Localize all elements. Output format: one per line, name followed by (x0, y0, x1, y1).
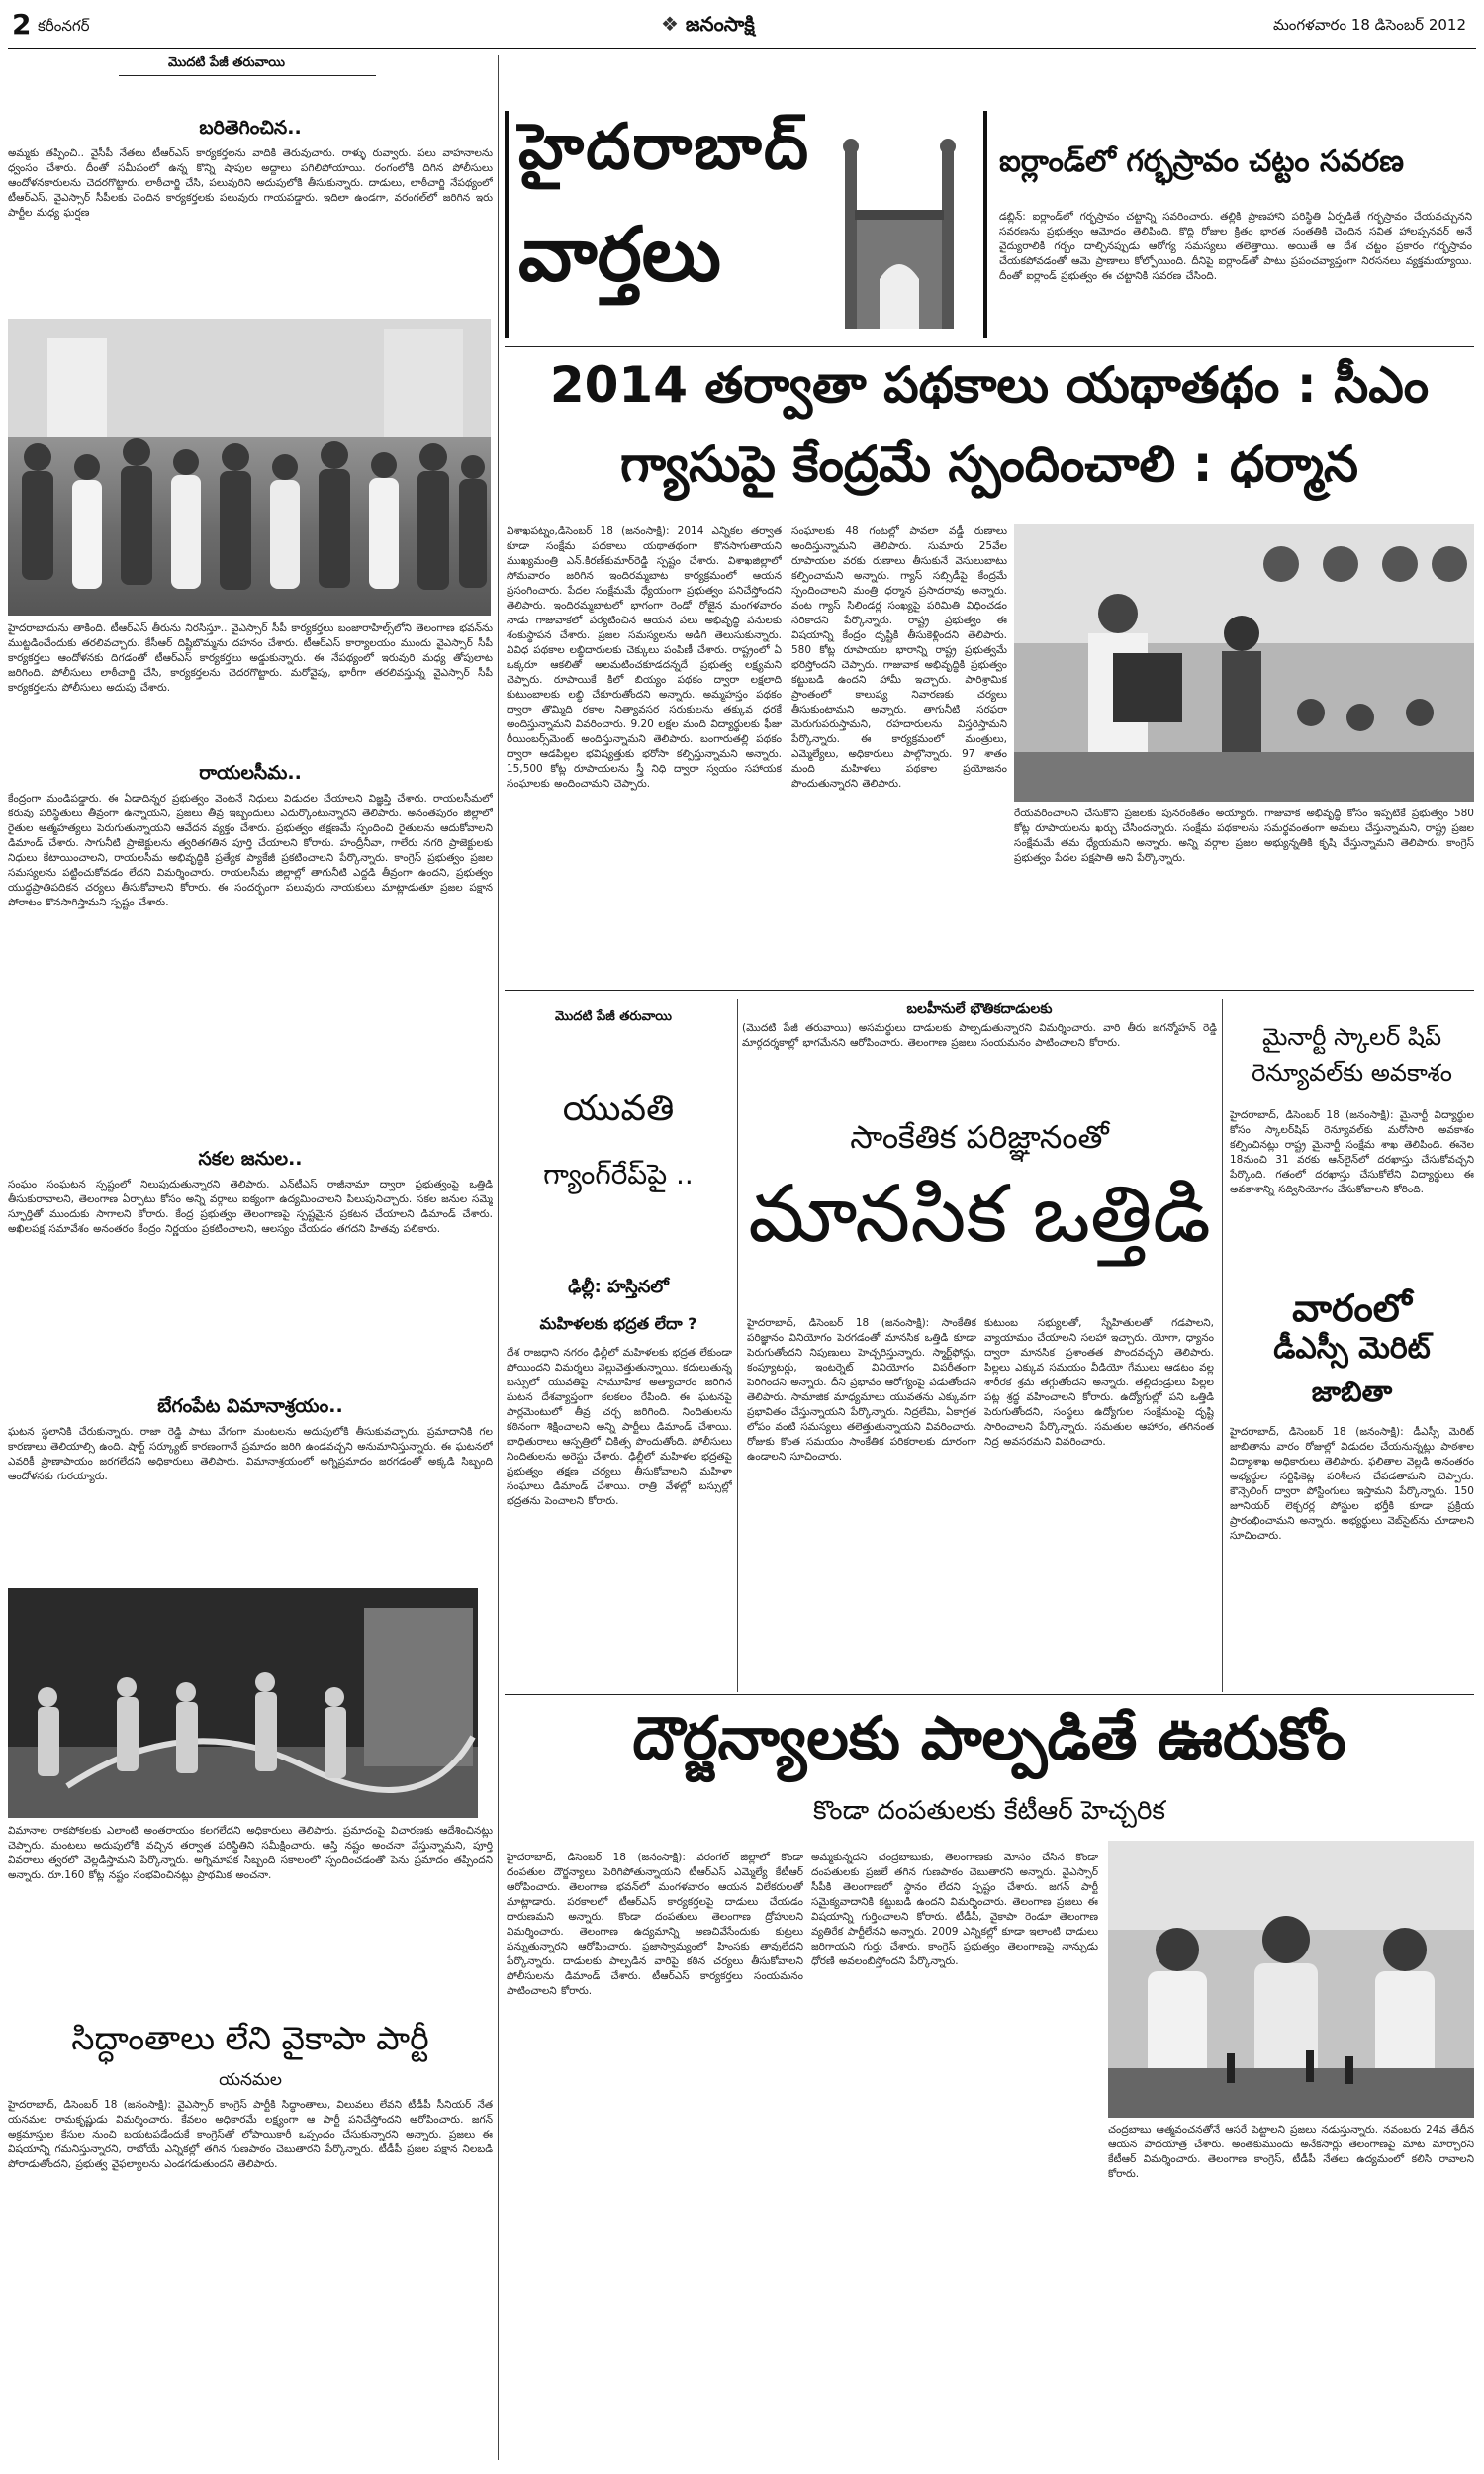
gangrape-sub2: మహిళలకు భద్రత లేదా ? (539, 1314, 697, 1333)
story2-body: కేంద్రంగా మండిపడ్డారు. ఈ ఏడాదిన్నర ప్రభుత్వం వెంటనే నిధులు విడుదల చేయాలని విజ్ఞప్తి చేశారు. రాయలసీమలో కరువు పరిస్థితులు తీవ్రంగా ఉన్నాయని, ప్రజలు తీవ్ర ఇబ్బందులు ఎదుర్కొంటున్నారని తెలిపారు. అనంతపురం జిల్లాలో రైతుల ఆత్మహత్యలు పెరుగుతున్నాయని ఆవేదన వ్యక్తం చేశారు. ప్రభుత్వం తక్షణమే స్పందించి రైతులను ఆదుకోవాలని డిమాండ్ చేశారు. సాగునీటి ప్రాజెక్టులను త్వరితగతిన పూర్తి చేయాలని కోరారు. హంద్రీనీవా, గాలేరు నగరి ప్రాజెక్టులకు నిధులు కేటాయించాలని, రాయలసీమ అభివృద్ధికి ప్రత్యేక ప్యాకేజీ ప్రకటించాలని పేర్కొన్నారు. కాంగ్రెస్ ప్రభుత్వం ప్రజల సమస్యలను పట్టించుకోవడం లేదని విమర్శించారు. రాయలసీమ జిల్లాల్లో తాగునీటి ఎద్దడి తీవ్రంగా ఉందని, ప్రభుత్వం యుద్ధప్రాతిపదికన చర్యలు తీసుకోవాలని కోరారు. ఈ సందర్భంగా పలువురు నాయకులు మాట్లాడుతూ ప్రజల పక్షాన పోరాటం కొనసాగిస్తామని స్పష్టం చేశారు. (8, 793, 493, 908)
story4-body-continued: విమానాల రాకపోకలకు ఎలాంటి అంతరాయం కలగలేదని అధికారులు తెలిపారు. ప్రమాదంపై విచారణకు ఆదేశించినట్లు చెప్పారు. మంటలు అదుపులోకి వచ్చిన తర్వాత పరిస్థితిని సమీక్షించారు. ఆస్తి నష్టం అంచనా వేస్తున్నామని, పూర్తి వివరాలు త్వరలో వెల్లడిస్తామని పేర్కొన్నారు. అగ్నిమాపక సిబ్బంది సకాలంలో స్పందించడంతో పెను ప్రమాదం తప్పిందని అన్నారు. రూ.160 కోట్ల నష్టం సంభవించినట్లు ప్రాథమిక అంచనా. (8, 1825, 493, 1881)
lower-section-rule (505, 1694, 1474, 1695)
mid-continuation-tag: మొదటి పేజీ తరువాయి (555, 1009, 672, 1024)
story5-body: హైదరాబాద్, డిసెంబర్ 18 (జనంసాక్షి): వైఎస్సార్ కాంగ్రెస్ పార్టీకి సిద్ధాంతాలు, విలువలు లేవని టీడీపీ సీనియర్ నేత యనమల రామకృష్ణుడు విమర్శించారు. కేవలం అధికారమే లక్ష్యంగా ఆ పార్టీ పనిచేస్తోందని ఆరోపించారు. జగన్ అక్రమాస్తుల కేసుల నుంచి బయటపడేందుకే కాంగ్రెస్‌తో లోపాయికారీ ఒప్పందం చేసుకున్నారని అన్నారు. ప్రజలు ఈ విషయాన్ని గమనిస్తున్నారని, రాబోయే ఎన్నికల్లో తగిన గుణపాఠం చెబుతారని పేర్కొన్నారు. టీడీపీ ప్రజల పక్షాన నిలబడి పోరాడుతోందని, ప్రభుత్వ వైఫల్యాలను ఎండగడుతుందని తెలిపారు. (8, 2099, 493, 2170)
dsc-headline-3: జాబితా (1311, 1376, 1393, 1408)
dsc-body: హైదరాబాద్, డిసెంబర్ 18 (జనంసాక్షి): డీఎస్సీ మెరిట్ జాబితాను వారం రోజుల్లో విడుదల చేయనున్నట్లు పాఠశాల విద్యాశాఖ అధికారులు తెలిపారు. ఫలితాల వెల్లడి అనంతరం అభ్యర్థుల సర్టిఫికెట్ల పరిశీలన చేపడతామని చెప్పారు. కౌన్సెలింగ్ ద్వారా పోస్టింగులు ఇస్తామని పేర్కొన్నారు. 150 జూనియర్ లెక్చరర్ల పోస్టుల భర్తీకి కూడా ప్రక్రియ ప్రారంభించామని అన్నారు. అభ్యర్థులు వెబ్‌సైట్‌ను చూడాలని సూచించారు. (1230, 1426, 1474, 1542)
logo-mark-icon: ❖ (661, 12, 679, 36)
section-name: కరీంనగర్ (38, 17, 90, 35)
main-body-col1: విశాఖపట్నం,డిసెంబర్ 18 (జనంసాక్షి): 2014 ఎన్నికల తర్వాత కూడా సంక్షేమ పథకాలు యథాతథంగా కొనసాగుతాయని ముఖ్యమంత్రి ఎన్.కిరణ్‌కుమార్‌రెడ్డి స్పష్టం చేశారు. విశాఖజిల్లాలో సోమవారం జరిగిన ఇందిరమ్మబాట కార్యక్రమంలో ఆయన ప్రసంగించారు. పేదల సంక్షేమమే ధ్యేయంగా ప్రభుత్వం పనిచేస్తోందని తెలిపారు. ఇందిరమ్మబాటలో భాగంగా రెండో రోజైన మంగళవారం నాడు గాజువాకలో పర్యటించిన ఆయన పలు అభివృద్ధి పనులకు శంకుస్థాపన చేశారు. ప్రజల సమస్యలను అడిగి తెలుసుకున్నారు. వివిధ పథకాల లబ్ధిదారులకు చెక్కులు పంపిణీ చేశారు. రాష్ట్రంలో ఏ ఒక్కరూ ఆకలితో అలమటించకూడదన్నదే ప్రభుత్వ లక్ష్యమని చెప్పారు. రూపాయికే కిలో బియ్యం పథకం ద్వారా లక్షలాది కుటుంబాలకు లబ్ధి చేకూరుతోందని అన్నారు. అమ్మహస్తం పథకం ద్వారా తొమ్మిది రకాల నిత్యావసర సరుకులను తక్కువ ధరకే అందిస్తున్నామని వివరించారు. 9.20 లక్షల మంది విద్యార్థులకు ఫీజు రీయింబర్స్‌మెంట్ అందిస్తున్నామని తెలిపారు. బంగారుతల్లి పథకం ద్వారా ఆడపిల్లల భవిష్యత్తుకు భరోసా కల్పిస్తున్నామని అన్నారు. 15,500 కోట్ల రూపాయలను స్త్రీ నిధి ద్వారా స్వయం సహాయక సంఘాలకు అందించామని చెప్పారు. (507, 525, 782, 790)
gangrape-kicker: యువతి (562, 1089, 675, 1129)
fire-photo (8, 1588, 478, 1818)
right-column-divider (1222, 999, 1223, 1692)
story2-heading: రాయలసీమ.. (199, 762, 302, 784)
ktr-subheadline: కొండా దంపతులకు కేటీఆర్ హెచ్చరిక (813, 1796, 1165, 1826)
masthead (8, 8, 1476, 46)
ktr-press-photo (1108, 1841, 1474, 2118)
tech-body-col2: కుటుంబ సభ్యులతో, స్నేహితులతో గడపాలని, వ్యాయామం చేయాలని సలహా ఇచ్చారు. యోగా, ధ్యానం ద్వారా మానసిక ప్రశాంతత పొందవచ్చని తెలిపారు. పిల్లలు ఎక్కువ సమయం వీడియో గేములు ఆడటం వల్ల శారీరక శ్రమ తగ్గుతోందని అన్నారు. తల్లిదండ్రులు పిల్లల పట్ల శ్రద్ధ వహించాలని కోరారు. ఉద్యోగుల్లో పని ఒత్తిడి పెరుగుతోందని, సంస్థలు ఉద్యోగుల సంక్షేమంపై దృష్టి సారించాలని పేర్కొన్నారు. సమతుల ఆహారం, తగినంత నిద్ర అవసరమని వివరించారు. (984, 1317, 1214, 1448)
weak-attack-heading: బలహీనులే భౌతికదాడులకు (906, 1001, 1053, 1017)
gangrape-sub1: ఢిల్లీ: హస్తినలో (568, 1277, 669, 1297)
fire-scene-illustration (8, 1588, 478, 1818)
charminar-icon (835, 131, 964, 329)
date-line: మంగళవారం 18 డిసెంబర్ 2012 (1272, 16, 1466, 34)
main-body-col3: రేయవరించాలని చేసుకొని ప్రజలకు పునరంకితం అయ్యారు. గాజువాక అభివృద్ధి కోసం ఇప్పటికే ప్రభుత్వం 580 కోట్ల రూపాయలను ఖర్చు చేసిందన్నారు. సంక్షేమ పథకాలను సమర్థవంతంగా అమలు చేస్తున్నామని, రాష్ట్ర ప్రజల సంక్షేమమే తమ ధ్యేయమని అన్నారు. అన్ని వర్గాల ప్రజల అభ్యున్నతికి కృషి చేస్తున్నామని తెలిపారు. కాంగ్రెస్ ప్రభుత్వం పేదల పక్షపాతి అని పేర్కొన్నారు. (1014, 808, 1474, 864)
story4-heading: బేగంపేట విమానాశ్రయం.. (157, 1395, 343, 1417)
ktr-body-col2: అమ్మకున్నదని చంద్రబాబుకు, తెలంగాణకు మోసం చేసిన కొండా దంపతులకు ప్రజలే తగిన గుణపాఠం చెబుతారని అన్నారు. వైఎస్సార్ సీపీకి తెలంగాణలో స్థానం లేదని స్పష్టం చేశారు. జగన్ పార్టీ సమైక్యవాదానికి కట్టుబడి ఉందని విమర్శించారు. తెలంగాణ ప్రజలు ఈ విషయాన్ని గుర్తించాలని కోరారు. టీడీపీ, వైకాపా రెండూ తెలంగాణ వ్యతిరేక పార్టీలేనని అన్నారు. 2009 ఎన్నికల్లో కూడా ఇలాంటి దాడులు జరిగాయని గుర్తు చేశారు. కాంగ్రెస్ ప్రభుత్వం తెలంగాణపై నాన్చుడు ధోరణి అవలంబిస్తోందని పేర్కొన్నారు. (811, 1852, 1098, 1967)
ktr-photo-caption: చంద్రబాబు ఆత్మవంచనతోనే ఆసరే పెట్టాలని ప్రజలు నడుస్తున్నారు. నవంబరు 24వ తేదీన ఆయన పాదయాత్ర చేశారు. అంతకుముందు అనేకసార్లు తెలంగాణపై మాట మార్చారని కేటీఆర్ విమర్శించారు. తెలంగాణ కాంగ్రెస్, టీడీపీ నేతలు ఉద్యమంలో కలిసి రావాలని కోరారు. (1108, 2124, 1474, 2180)
tech-headline: మానసిక ఒత్తిడి (748, 1168, 1211, 1260)
main-headline-1: 2014 తర్వాతా పథకాలు యథాతథం : సీఎం (549, 356, 1430, 414)
minority-body: హైదరాబాద్, డిసెంబర్ 18 (జనంసాక్షి): మైనార్టీ విద్యార్థుల కోసం స్కాలర్‌షిప్ రెన్యూవల్‌కు మరోసారి అవకాశం కల్పించినట్లు రాష్ట్ర మైనార్టీ సంక్షేమ శాఖ తెలిపింది. ఈనెల 18నుంచి 31 వరకు ఆన్‌లైన్‌లో దరఖాస్తు చేసుకోవచ్చని పేర్కొంది. గతంలో దరఖాస్తు చేసుకోలేని విద్యార్థులు ఈ అవకాశాన్ని సద్వినియోగం చేసుకోవాలని కోరింది. (1230, 1109, 1474, 1195)
hyderabad-news-banner (505, 111, 987, 338)
ireland-body: డబ్లిన్: ఐర్లాండ్‌లో గర్భస్రావం చట్టాన్ని సవరించారు. తల్లికి ప్రాణహాని పరిస్థితి ఏర్పడితే గర్భస్రావం చేయవచ్చునని సవరణను ప్రభుత్వం ఆమోదం తెలిపింది. కొద్ది రోజుల క్రితం భారత సంతతికి చెందిన సవిత హాలప్పనవర్ అనే వైద్యురాలికి గర్భం దాల్చినప్పుడు ఆరోగ్య సమస్యలు తలెత్తాయి. అయితే ఆ దేశ చట్టం ప్రకారం గర్భస్రావం చేయకపోవడంతో ఆమె ప్రాణాలు కోల్పోయింది. దీనిపై ఐర్లాండ్‌తో పాటు ప్రపంచవ్యాప్తంగా నిరసనలు వ్యక్తమయ్యాయి. దీంతో ఐర్లాండ్ ప్రభుత్వం ఈ చట్టానికి సవరణ చేసింది. (999, 211, 1472, 282)
dsc-headline-1: వారంలో (1292, 1286, 1412, 1330)
cm-speech-photo (1014, 524, 1474, 802)
story3-heading: సకల జనుల.. (198, 1148, 303, 1170)
tech-kicker: సాంకేతిక పరిజ్ఞానంతో (850, 1118, 1109, 1156)
mid-column-divider (737, 999, 738, 1692)
ktr-body-col1: హైదరాబాద్, డిసెంబర్ 18 (జనంసాక్షి): వరంగల్ జిల్లాలో కొండా దంపతుల దౌర్జన్యాలు పెరిగిపోతున్నాయని టీఆర్ఎస్ ఎమ్మెల్యే కేటీఆర్ ఆరోపించారు. తెలంగాణ భవన్‌లో మంగళవారం ఆయన విలేకరులతో మాట్లాడారు. పరకాలలో టీఆర్ఎస్ కార్యకర్తలపై దాడులు చేయడం దారుణమని అన్నారు. కొండా దంపతులు తెలంగాణ ద్రోహులని విమర్శించారు. తెలంగాణ ఉద్యమాన్ని అణచివేసేందుకు కుట్రలు పన్నుతున్నారని ఆరోపించారు. ప్రజాస్వామ్యంలో హింసకు తావులేదని పేర్కొన్నారు. దాడులకు పాల్పడిన వారిపై కఠిన చర్యలు తీసుకోవాలని పోలీసులను డిమాండ్ చేశారు. టీఆర్ఎస్ కార్యకర్తలు సంయమనం పాటించాలని కోరారు. (507, 1852, 803, 1997)
left-tag-underline (119, 75, 376, 76)
ktr-press-illustration (1108, 1841, 1474, 2118)
ireland-headline: ఐర్లాండ్‌లో గర్భస్రావం చట్టం సవరణ (999, 144, 1405, 179)
main-body-col2: సంఘాలకు 48 గంటల్లో పావలా వడ్డీ రుణాలు అందిస్తున్నామని తెలిపారు. సుమారు 25వేల రూపాయల వరకు రుణాలు తీసుకునే వెసులుబాటు కల్పించామని అన్నారు. గ్యాస్ సబ్సిడీపై కేంద్రమే స్పందించాలని మంత్రి ధర్మాన ప్రసాదరావు అన్నారు. వంట గ్యాస్ సిలిండర్ల సంఖ్యపై పరిమితి విధించడం సరికాదని పేర్కొన్నారు. రాష్ట్ర ప్రభుత్వం ఈ విషయాన్ని కేంద్రం దృష్టికి తీసుకెళ్లిందని తెలిపారు. 580 కోట్ల రూపాయల భారాన్ని రాష్ట్ర ప్రభుత్వమే భరిస్తోందని చెప్పారు. గాజువాక అభివృద్ధికి ప్రభుత్వం కట్టుబడి ఉందని హామీ ఇచ్చారు. పారిశ్రామిక ప్రాంతంలో కాలుష్య నివారణకు చర్యలు తీసుకుంటామని అన్నారు. తాగునీటి సరఫరా మెరుగుపరుస్తామని, రహదారులను విస్తరిస్తామని పేర్కొన్నారు. ఈ కార్యక్రమంలో మంత్రులు, ఎమ్మెల్యేలు, అధికారులు పాల్గొన్నారు. 97 శాతం మంది మహిళలు పథకాల ప్రయోజనం పొందుతున్నారని తెలిపారు. (791, 525, 1007, 790)
minority-headline: మైనార్టీ స్కాలర్ షిప్ రెన్యూవల్‌కు అవకాశం (1252, 1023, 1452, 1087)
page-number: 2 (12, 8, 32, 41)
banner-line2: వార్తలు (518, 210, 721, 298)
main-story-rule (505, 990, 1474, 991)
story5-heading: సిద్ధాంతాలు లేని వైకాపా పార్టీ (71, 2019, 429, 2057)
top-section-rule (505, 346, 1474, 347)
cm-podium-illustration (1014, 524, 1474, 802)
dsc-headline-2: డీఎస్సీ మెరిట్ (1273, 1331, 1431, 1366)
left-continuation-tag: మొదటి పేజీ తరువాయి (168, 55, 285, 70)
paper-name: జనంసాక్షి (685, 12, 755, 36)
masthead-rule (8, 48, 1476, 49)
gangrape-headline: గ్యాంగ్‌రేప్‌పై .. (543, 1158, 694, 1190)
story3-body: సంఘం సంఘటన స్పష్టంలో నిలుపుదుతున్నారని తెలిపారు. ఎన్‌టీఎస్ రాజీనామా ద్వారా ప్రభుత్వంపై ఒత్తిడి తీసుకురావాలని, తెలంగాణ ఏర్పాటు కోసం అన్ని వర్గాలు ఐక్యంగా ఉద్యమించాలని పిలుపునిచ్చారు. సకల జనుల సమ్మె స్ఫూర్తితో ముందుకు సాగాలని కోరారు. కేంద్ర ప్రభుత్వం తెలంగాణపై స్పష్టమైన ప్రకటన చేయాలని డిమాండ్ చేశారు. అఖిలపక్ష సమావేశం అనంతరం కేంద్రం నిర్ణయం ప్రకటించాలని, ఆలస్యం చేయడం తగదని హితవు పలికారు. (8, 1179, 493, 1235)
main-headline-2: గ్యాసుపై కేంద్రమే స్పందించాలి : ధర్మాన (620, 435, 1358, 493)
banner-line1: హైదరాబాద్ (518, 111, 811, 184)
paper-logo (661, 12, 755, 41)
ktr-headline: దౌర్జన్యాలకు పాల్పడితే ఊరుకోం (632, 1704, 1346, 1773)
tech-body-col1: హైదరాబాద్, డిసెంబర్ 18 (జనంసాక్షి): సాంకేతిక పరిజ్ఞానం వినియోగం పెరగడంతో మానసిక ఒత్తిడి కూడా పెరుగుతోందని నిపుణులు హెచ్చరిస్తున్నారు. స్మార్ట్‌ఫోన్లు, కంప్యూటర్లు, ఇంటర్నెట్ వినియోగం విపరీతంగా పెరిగిందని అన్నారు. దీని ప్రభావం ఆరోగ్యంపై పడుతోందని తెలిపారు. సామాజిక మాధ్యమాలు యువతను ఎక్కువగా ప్రభావితం చేస్తున్నాయని పేర్కొన్నారు. నిద్రలేమి, ఏకాగ్రత లోపం వంటి సమస్యలు తలెత్తుతున్నాయని వివరించారు. రోజుకు కొంత సమయం సాంకేతిక పరికరాలకు దూరంగా ఉండాలని సూచించారు. (747, 1317, 976, 1463)
story1-body-continued: హైదరాబాదును తాకింది. టీఆర్ఎస్ తీరును నిరసిస్తూ.. వైఎస్సార్ సీపీ కార్యకర్తలు బంజారాహిల్స్‌లోని తెలంగాణ భవన్‌ను ముట్టడించేందుకు తరలివచ్చారు. కేసీఆర్ దిష్టిబొమ్మను దహనం చేశారు. టీఆర్ఎస్ కార్యాలయం ముందు వైఎస్సార్ సీపీ కార్యకర్తలు ఆందోళనకు దిగడంతో టీఆర్ఎస్ కార్యకర్తలు అడ్డుకున్నారు. ఈ నేపథ్యంలో ఇరువురి మధ్య తోపులాట జరిగింది. పోలీసులు లాఠీచార్జి చేసి, కార్యకర్తలను చెదరగొట్టారు. మరోవైపు, భారీగా తరలివస్తున్న వైఎస్సార్ సీపీ కార్యకర్తలను పోలీసులు అదుపు చేశారు. (8, 622, 493, 694)
story1-heading: బరితెగించిన.. (199, 117, 302, 139)
protest-crowd-illustration (8, 319, 491, 616)
story1-body: అమ్మకు తప్పించి.. వైసీపీ నేతలు టీఆర్ఎస్ కార్యకర్తలను వాదికి తెరువుచారు. రాళ్ళు రువ్వారు. పలు వాహనాలను ధ్వంసం చేశారు. దీంతో సమీపంలో ఉన్న కొన్ని షాపుల అద్దాలు పగిలిపోయాయి. రంగంలోకి దిగిన పోలీసులు ఆందోళనకారులను చెదరగొట్టారు. లాఠీచార్జి చేసి, పలువురిని అదుపులోకి తీసుకున్నారు. దాడులు, లాఠీచార్జి నేపథ్యంలో టీఆర్ఎస్, వైఎస్సార్ సీపీలకు చెందిన కార్యకర్తలకు పలువురు గాయపడ్డారు. ఇదిలా ఉండగా, వరంగల్‌లో జరిగిన ఇరు పార్టీల మధ్య ఘర్షణ (8, 147, 493, 219)
story5-sub: యనమల (219, 2070, 282, 2090)
left-column-divider (498, 55, 499, 2460)
story4-body: ఘటన స్థలానికి చేరుకున్నారు. రాజా రెడ్డి పాటు వేగంగా మంటలను అదుపులోకి తీసుకువచ్చారు. ప్రమాదానికి గల కారణాలు తెలియాల్సి ఉంది. షార్ట్ సర్క్యూట్ కారణంగానే ప్రమాదం జరిగి ఉండవచ్చని అనుమానిస్తున్నారు. ఈ ఘటనలో ఎవరికీ ప్రాణాపాయం జరగలేదని అధికారులు తెలిపారు. విమానాశ్రయంలో అగ్నిప్రమాదం జరగడంతో అక్కడి సిబ్బంది ఆందోళనకు గురయ్యారు. (8, 1426, 493, 1482)
protest-photo (8, 319, 491, 616)
gangrape-body: దేశ రాజధాని నగరం ఢిల్లీలో మహిళలకు భద్రత లేకుండా పోయిందని విమర్శలు వెల్లువెత్తుతున్నాయి. కదులుతున్న బస్సులో యువతిపై సామూహిక అత్యాచారం జరిగిన ఘటన దేశవ్యాప్తంగా కలకలం రేపింది. ఈ ఘటనపై పార్లమెంటులో తీవ్ర చర్చ జరిగింది. నిందితులను కఠినంగా శిక్షించాలని అన్ని పార్టీలు డిమాండ్ చేశాయి. బాధితురాలు ఆస్పత్రిలో చికిత్స పొందుతోంది. పోలీసులు నిందితులను అరెస్టు చేశారు. ఢిల్లీలో మహిళల భద్రతపై ప్రభుత్వం తక్షణ చర్యలు తీసుకోవాలని మహిళా సంఘాలు డిమాండ్ చేశాయి. రాత్రి వేళల్లో బస్సుల్లో భద్రతను పెంచాలని కోరారు. (507, 1347, 732, 1507)
weak-attack-body: (మొదటి పేజీ తరువాయి) అసమర్థులు దాడులకు పాల్పడుతున్నారని విమర్శించారు. వారి తీరు జగన్మోహన్ రెడ్డి మార్గదర్శకాల్లో భాగమేనని ఆరోపించారు. తెలంగాణ ప్రజలు సంయమనం పాటించాలని కోరారు. (742, 1022, 1217, 1049)
